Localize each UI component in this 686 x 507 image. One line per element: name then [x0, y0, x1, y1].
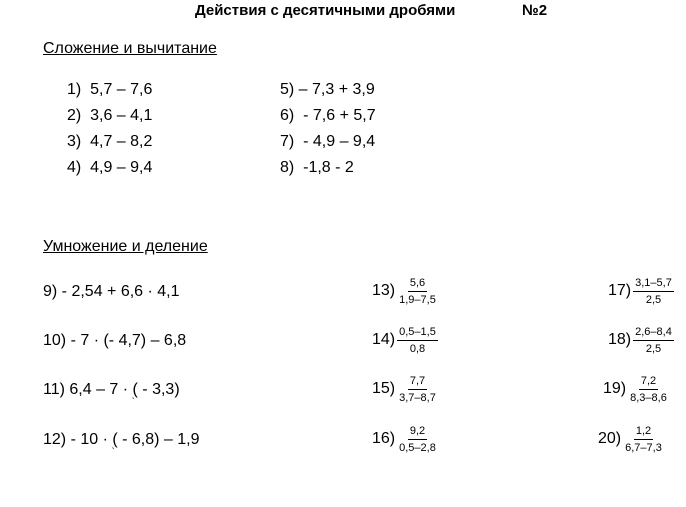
- denominator: 0,5–2,8: [399, 441, 436, 454]
- exercise-11-text: 11) 6,4 – 7 ·: [43, 381, 133, 398]
- exercise-2: 2) 3,6 – 4,1: [67, 107, 153, 124]
- exercise-number: 13): [372, 282, 396, 299]
- fraction: [397, 277, 438, 306]
- fraction: [628, 375, 669, 404]
- fraction: [633, 277, 674, 306]
- exercise-7: 7) - 4,9 – 9,4: [280, 133, 376, 150]
- denominator: 1,9–7,5: [399, 293, 436, 306]
- denominator: 0,8: [409, 342, 426, 355]
- exercise-number: 17): [608, 282, 632, 299]
- exercise-18: [608, 320, 674, 360]
- exercise-9: [43, 282, 180, 302]
- section-heading-addition: Сложение и вычитание: [43, 40, 217, 57]
- worksheet-number: №2: [522, 2, 548, 19]
- spellcheck-mark: (: [112, 431, 118, 448]
- exercise-number: 20): [598, 430, 622, 447]
- exercise-number: 15): [372, 380, 396, 397]
- exercise-13: [372, 271, 438, 311]
- numerator: 3,1–5,7: [633, 277, 674, 292]
- denominator: 2,5: [645, 342, 662, 355]
- exercise-19: [603, 369, 669, 409]
- exercise-1: 1) 5,7 – 7,6: [67, 81, 153, 98]
- exercise-9-text: 9) - 2,54 + 6,6 · 4,1: [43, 283, 180, 300]
- spellcheck-mark: (: [132, 381, 138, 398]
- exercise-number: 18): [608, 331, 632, 348]
- exercise-number: 14): [372, 331, 396, 348]
- exercise-11-text-end: - 3,3): [137, 381, 180, 398]
- denominator: 3,7–8,7: [399, 391, 436, 404]
- exercise-8: 8) -1,8 - 2: [280, 159, 354, 176]
- fraction: [397, 375, 438, 404]
- exercise-15: [372, 369, 438, 409]
- numerator: 7,7: [408, 375, 427, 390]
- exercise-4: 4) 4,9 – 9,4: [67, 159, 153, 176]
- exercise-11: [43, 380, 180, 400]
- denominator: 6,7–7,3: [625, 441, 662, 454]
- numerator: 1,2: [634, 425, 653, 440]
- exercise-3: 3) 4,7 – 8,2: [67, 133, 153, 150]
- page-title: Действия с десятичными дробями: [195, 2, 456, 19]
- exercise-12-text: 12) - 10 ·: [43, 431, 113, 448]
- numerator: 0,5–1,5: [397, 326, 438, 341]
- exercise-6: 6) - 7,6 + 5,7: [280, 107, 376, 124]
- exercise-number: 19): [603, 380, 627, 397]
- exercise-12: [43, 430, 200, 450]
- exercise-14: [372, 320, 438, 360]
- numerator: 9,2: [408, 425, 427, 440]
- fraction: [633, 326, 674, 355]
- numerator: 2,6–8,4: [633, 326, 674, 341]
- exercise-20: [598, 419, 664, 459]
- denominator: 2,5: [645, 293, 662, 306]
- fraction: [397, 425, 438, 454]
- denominator: 8,3–8,6: [630, 391, 667, 404]
- exercise-10: [43, 331, 186, 351]
- numerator: 5,6: [408, 277, 427, 292]
- fraction: [623, 425, 664, 454]
- numerator: 7,2: [639, 375, 658, 390]
- exercise-number: 16): [372, 430, 396, 447]
- exercise-16: [372, 419, 438, 459]
- section-heading-multiplication: Умножение и деление: [43, 238, 208, 255]
- exercise-12-text-end: - 6,8) – 1,9: [117, 431, 200, 448]
- exercise-5: 5) – 7,3 + 3,9: [280, 81, 375, 98]
- fraction: [397, 326, 438, 355]
- exercise-17: [608, 271, 674, 311]
- exercise-10-text: 10) - 7 · (- 4,7) – 6,8: [43, 332, 187, 349]
